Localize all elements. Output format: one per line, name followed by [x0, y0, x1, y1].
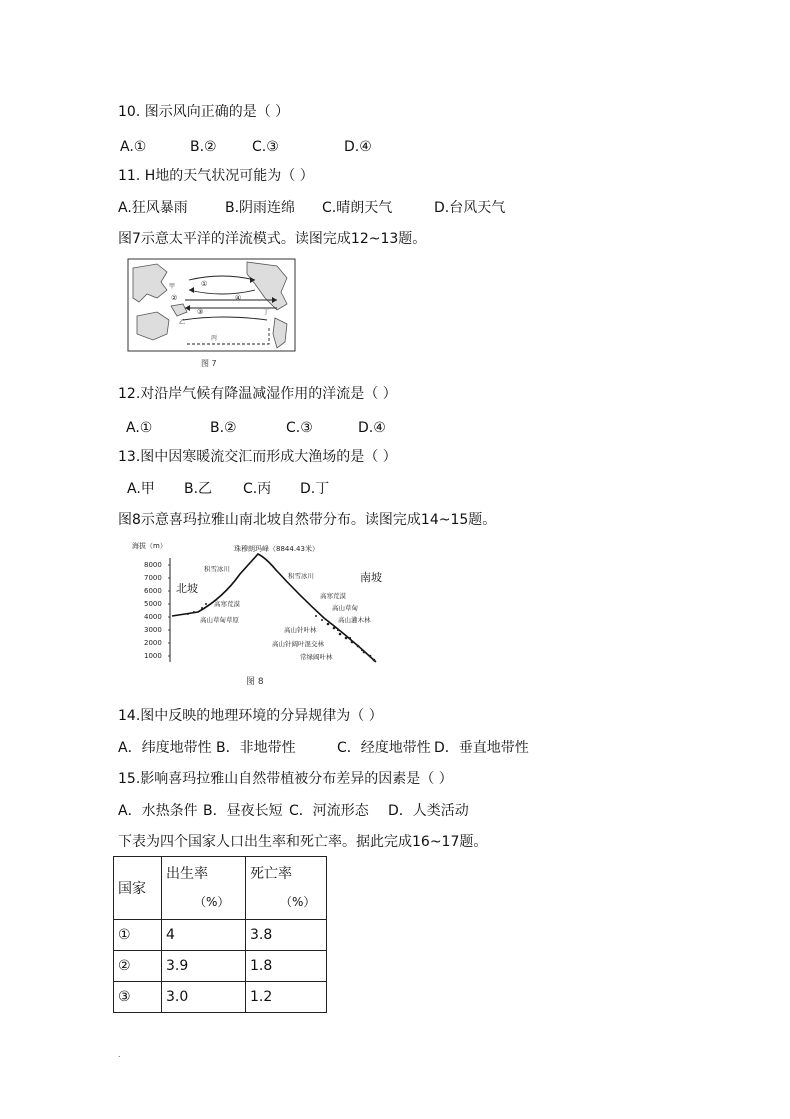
table-cell-country: ②: [114, 951, 162, 982]
fig7-label-4: ④: [235, 294, 242, 302]
q15-stem: 15.影响喜玛拉雅山自然带植被分布差异的因素是（ ）: [118, 771, 453, 787]
fig8-south-zone-7: 常绿阔叶林: [300, 653, 333, 661]
q11-option-c: C.晴朗天气: [322, 200, 393, 216]
table-cell-birth: 3.9: [162, 951, 246, 982]
fig8-ytick-2000: 2000: [144, 639, 162, 647]
q12-option-a: A.①: [126, 420, 153, 436]
q11-option-a: A.狂风暴雨: [118, 200, 188, 216]
q13-option-c: C.丙: [243, 481, 272, 497]
table-cell-birth: 3.0: [162, 982, 246, 1013]
q13-stem: 13.图中因寒暖流交汇而形成大渔场的是（ ）: [118, 449, 397, 465]
fig7-label-2: ②: [171, 294, 178, 302]
fig8-peak-label: 珠穆朗玛峰（8844.43米）: [234, 545, 319, 553]
fig8-south-slope: 南坡: [360, 571, 382, 584]
table-cell-birth: 4: [162, 920, 246, 951]
table-row: [114, 951, 327, 982]
fig8-ylabel: 海拔（m）: [132, 542, 167, 550]
fig8-ytick-7000: 7000: [144, 574, 162, 582]
q15-option-d: D．人类活动: [388, 803, 469, 819]
q14-option-a: A．纬度地带性: [118, 740, 212, 756]
table-header-birth: [162, 857, 246, 920]
fig8-caption: 图 8: [246, 677, 264, 687]
table-header-death-unit: （%）: [280, 895, 316, 909]
table-header-row: [114, 857, 327, 920]
fig7-caption: 图 7: [201, 359, 217, 368]
q12-option-c: C.③: [286, 420, 313, 436]
q14-option-d: D．垂直地带性: [434, 740, 529, 756]
table-cell-death: 1.8: [246, 951, 327, 982]
fig7-label-3: ③: [197, 308, 204, 316]
fig8-ytick-6000: 6000: [144, 587, 162, 595]
fig7-label-bing: 丙: [211, 335, 218, 342]
fig8-south-zone-4: 高山灌木林: [338, 616, 371, 624]
q13-option-a: A.甲: [127, 481, 155, 497]
fig8-ytick-3000: 3000: [144, 626, 162, 634]
q14-stem: 14.图中反映的地理环境的分异规律为（ ）: [118, 708, 383, 724]
q12-stem: 12.对沿岸气候有降温减湿作用的洋流是（ ）: [118, 386, 397, 402]
q11-option-d: D.台风天气: [434, 200, 506, 216]
fig8-south-zone-6: 高山针阔叶混交林: [272, 640, 324, 648]
fig8-south-zone-1: 积雪冰川: [288, 572, 314, 580]
table-header-birth-unit: （%）: [194, 895, 230, 909]
q13-option-d: D.丁: [300, 481, 330, 497]
fig8-north-slope: 北坡: [176, 582, 198, 595]
table-header-death: [246, 857, 327, 920]
table-cell-country: ③: [114, 982, 162, 1013]
fig8-south-zone-5: 高山针叶林: [284, 626, 317, 634]
table-cell-death: 3.8: [246, 920, 327, 951]
fig7-label-yi: 乙: [179, 319, 186, 326]
figure-7-pacific-currents: [127, 258, 297, 370]
q15-option-b: B．昼夜长短: [203, 803, 283, 819]
fig8-ytick-4000: 4000: [144, 613, 162, 621]
fig8-north-zone-3: 高山草甸草原: [200, 616, 239, 624]
q11-option-b: B.阴雨连绵: [225, 200, 296, 216]
table-header-country: 国家: [114, 857, 162, 920]
fig8-north-zone-2: 高寒荒漠: [214, 600, 240, 608]
fig8-ytick-5000: 5000: [144, 600, 162, 608]
intro-12-13: 图7示意太平洋的洋流模式。读图完成12~13题。: [118, 231, 427, 247]
population-table: [113, 856, 327, 1013]
fig7-label-ding: 丁: [263, 309, 270, 316]
q13-option-b: B.乙: [184, 481, 213, 497]
footer-dot: .: [118, 1050, 121, 1059]
table-cell-death: 1.2: [246, 982, 327, 1013]
q14-option-c: C．经度地带性: [337, 740, 431, 756]
q15-option-c: C．河流形态: [289, 803, 369, 819]
q10-option-d: D.④: [344, 139, 372, 155]
q10-stem: 10. 图示风向正确的是（ ）: [118, 104, 290, 120]
q12-option-d: D.④: [358, 420, 386, 436]
intro-16-17: 下表为四个国家人口出生率和死亡率。据此完成16~17题。: [118, 834, 488, 850]
q14-option-b: B．非地带性: [216, 740, 296, 756]
q11-stem: 11. H地的天气状况可能为（ ）: [118, 168, 314, 184]
table-header-birth-label: 出生率: [166, 866, 208, 882]
fig7-label-1: ①: [201, 280, 208, 288]
q10-option-c: C.③: [252, 139, 279, 155]
q12-option-b: B.②: [210, 420, 237, 436]
fig8-ytick-8000: 8000: [144, 561, 162, 569]
q10-option-a: A.①: [120, 139, 147, 155]
table-header-death-label: 死亡率: [250, 866, 292, 882]
table-row: [114, 982, 327, 1013]
fig7-label-jia: 甲: [169, 283, 176, 290]
intro-14-15: 图8示意喜玛拉雅山南北坡自然带分布。读图完成14~15题。: [118, 512, 497, 528]
fig8-north-zone-1: 积雪冰川: [204, 565, 230, 573]
table-cell-country: ①: [114, 920, 162, 951]
q15-option-a: A．水热条件: [118, 803, 198, 819]
q10-option-b: B.②: [190, 139, 217, 155]
table-row: [114, 920, 327, 951]
figure-8-himalaya-zones: [128, 538, 388, 690]
fig8-south-zone-3: 高山草甸: [332, 604, 358, 612]
fig8-south-zone-2: 高寒荒漠: [320, 592, 346, 600]
fig8-ytick-1000: 1000: [144, 652, 162, 660]
